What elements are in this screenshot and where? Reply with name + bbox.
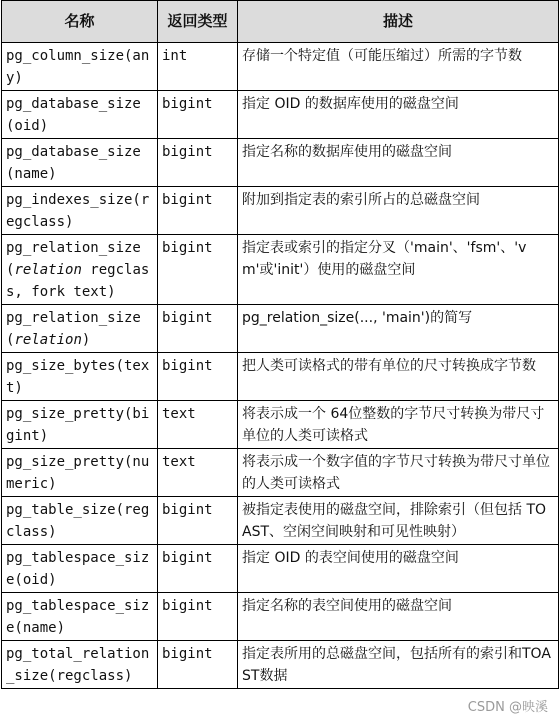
- function-name-cell: [2, 545, 158, 593]
- function-name: pg_database_size(oid): [6, 96, 141, 134]
- function-arg-name: relation: [14, 332, 82, 348]
- table-row: [2, 545, 559, 593]
- function-name: pg_size_pretty(bigint): [6, 406, 150, 444]
- description-cell: 将表示成一个 64位整数的字节尺寸转换为带尺寸单位的人类可读格式: [238, 401, 559, 449]
- function-name: pg_table_size(regclass): [6, 502, 150, 540]
- function-table: [1, 0, 559, 689]
- function-name: pg_tablespace_size(name): [6, 598, 150, 636]
- function-name: pg_size_pretty(numeric): [6, 454, 150, 492]
- description-cell: 被指定表使用的磁盘空间，排除索引（但包括 TOAST、空闲空间映射和可见性映射）: [238, 497, 559, 545]
- description-cell: 附加到指定表的索引所占的总磁盘空间: [238, 187, 559, 235]
- return-type-cell: bigint: [158, 545, 238, 593]
- function-name-cell: [2, 187, 158, 235]
- return-type-cell: bigint: [158, 91, 238, 139]
- header-return-type: 返回类型: [158, 1, 238, 43]
- table-row: [2, 497, 559, 545]
- description-cell: 指定名称的数据库使用的磁盘空间: [238, 139, 559, 187]
- function-name: pg_relation_size(: [6, 310, 141, 348]
- description-cell: 指定名称的表空间使用的磁盘空间: [238, 593, 559, 641]
- description-cell: 把人类可读格式的带有单位的尺寸转换成字节数: [238, 353, 559, 401]
- table-row: [2, 235, 559, 305]
- return-type-cell: bigint: [158, 593, 238, 641]
- table-row: [2, 401, 559, 449]
- table-row: [2, 641, 559, 689]
- function-name-cell: [2, 353, 158, 401]
- table-row: [2, 305, 559, 353]
- return-type-cell: text: [158, 449, 238, 497]
- function-name-cell: [2, 139, 158, 187]
- table-row: [2, 91, 559, 139]
- function-name: pg_tablespace_size(oid): [6, 550, 150, 588]
- function-name: pg_indexes_size(regclass): [6, 192, 150, 230]
- return-type-cell: bigint: [158, 497, 238, 545]
- return-type-cell: bigint: [158, 641, 238, 689]
- return-type-cell: int: [158, 43, 238, 91]
- table-row: [2, 187, 559, 235]
- function-name-cell: [2, 91, 158, 139]
- table-row: [2, 43, 559, 91]
- function-arg-rest: regclass, fork text): [6, 262, 150, 300]
- function-name-cell: [2, 43, 158, 91]
- description-cell: 指定 OID 的表空间使用的磁盘空间: [238, 545, 559, 593]
- function-name-cell: [2, 235, 158, 305]
- description-cell: 指定 OID 的数据库使用的磁盘空间: [238, 91, 559, 139]
- function-name-cell: [2, 449, 158, 497]
- function-name: pg_column_size(any): [6, 48, 150, 86]
- return-type-cell: text: [158, 401, 238, 449]
- table-row: [2, 593, 559, 641]
- table-row: [2, 353, 559, 401]
- return-type-cell: bigint: [158, 305, 238, 353]
- header-description: 描述: [238, 1, 559, 43]
- return-type-cell: bigint: [158, 353, 238, 401]
- function-arg-name: relation: [14, 262, 82, 278]
- header-name: 名称: [2, 1, 158, 43]
- description-cell: 将表示成一个数字值的字节尺寸转换为带尺寸单位的人类可读格式: [238, 449, 559, 497]
- description-cell: 存储一个特定值（可能压缩过）所需的字节数: [238, 43, 559, 91]
- watermark: CSDN @映溪: [467, 700, 548, 715]
- table-row: [2, 139, 559, 187]
- function-name: pg_total_relation_size(regclass): [6, 646, 150, 684]
- description-cell: 指定表或索引的指定分叉（'main'、'fsm'、'vm'或'init'）使用的磁盘空间: [238, 235, 559, 305]
- function-name-cell: [2, 401, 158, 449]
- header-row: [2, 1, 559, 43]
- function-name: pg_database_size(name): [6, 144, 141, 182]
- return-type-cell: bigint: [158, 235, 238, 305]
- function-name-cell: [2, 593, 158, 641]
- function-name-cell: [2, 497, 158, 545]
- function-name: pg_size_bytes(text): [6, 358, 150, 396]
- description-cell: pg_relation_size(..., 'main')的简写: [238, 305, 559, 353]
- function-arg-rest: ): [81, 332, 91, 348]
- description-cell: 指定表所用的总磁盘空间，包括所有的索引和TOAST数据: [238, 641, 559, 689]
- return-type-cell: bigint: [158, 139, 238, 187]
- table-row: [2, 449, 559, 497]
- function-name: pg_relation_size(: [6, 240, 141, 278]
- function-name-cell: [2, 305, 158, 353]
- function-name-cell: [2, 641, 158, 689]
- return-type-cell: bigint: [158, 187, 238, 235]
